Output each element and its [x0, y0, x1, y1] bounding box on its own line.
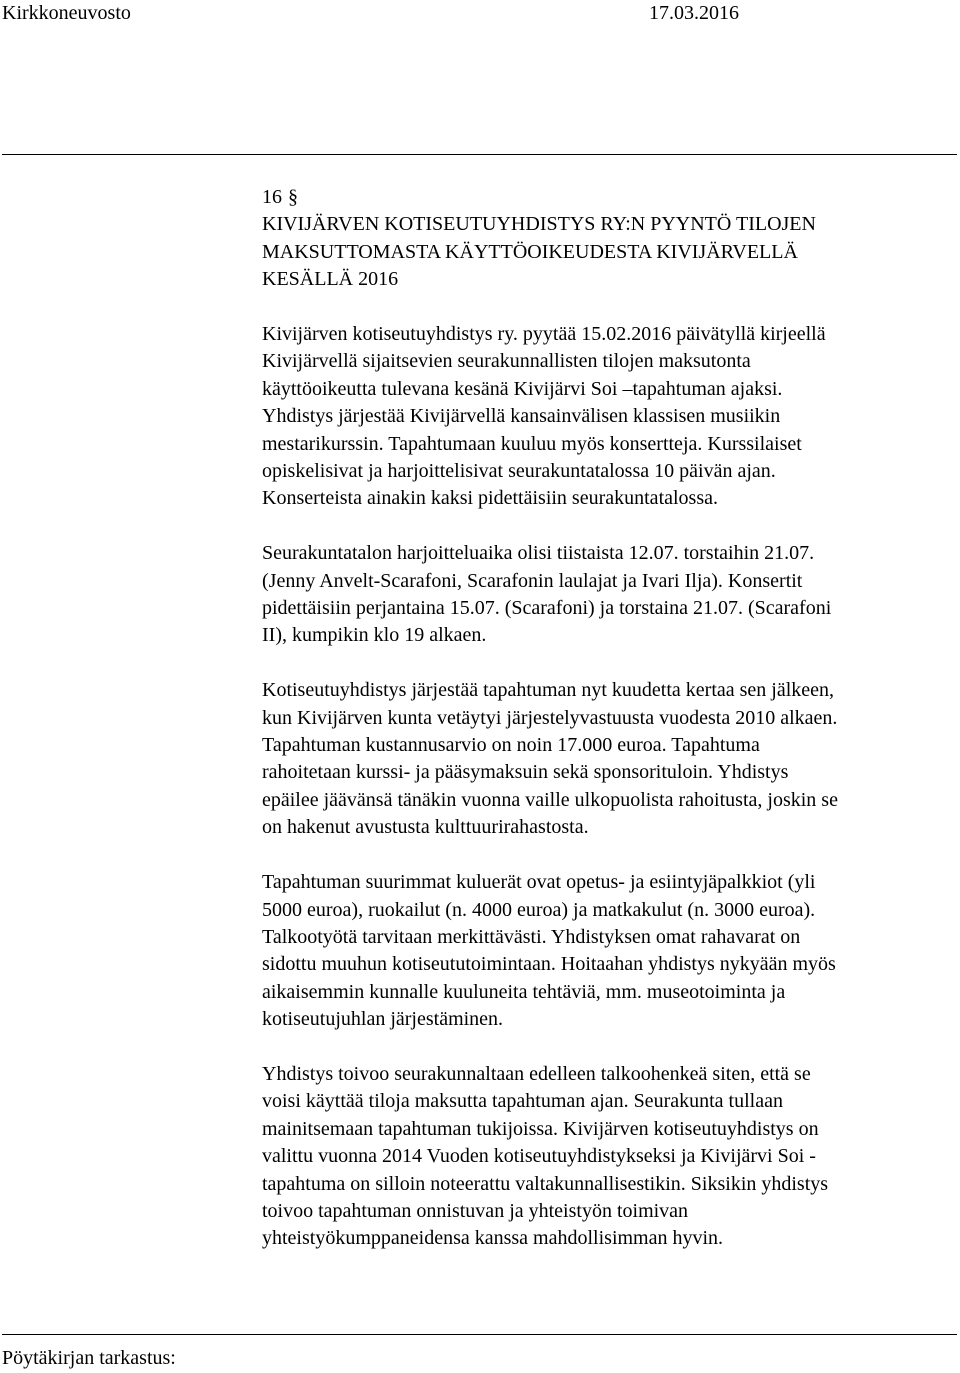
paragraph-costs	[262, 869, 952, 1033]
text-line: valittu vuonna 2014 Vuoden kotiseutuyhdistykseksi ja Kivijärvi Soi -	[262, 1145, 816, 1168]
paragraph-funding	[262, 677, 952, 841]
text-line: Tapahtuman suurimmat kuluerät ovat opetus- ja esiintyjäpalkkiot (yli	[262, 871, 816, 894]
text-line: Talkootyötä tarvitaan merkittävästi. Yhdistyksen omat rahavarat on	[262, 925, 801, 948]
text-line: 5000 euroa), ruokailut (n. 4000 euroa) ja matkakulut (n. 3000 euroa).	[262, 898, 816, 921]
text-line: epäilee jäävänsä tänäkin vuonna vaille ulkopuolista rahoitusta, joskin se	[262, 788, 838, 811]
text-line: kun Kivijärven kunta vetäytyi järjestelyvastuusta vuodesta 2010 alkaen.	[262, 706, 838, 729]
section-title-line: KIVIJÄRVEN KOTISEUTUYHDISTYS RY:N PYYNTÖ TILOJEN	[262, 213, 816, 236]
text-line: (Jenny Anvelt-Scarafoni, Scarafonin laulajat ja Ivari Ilja). Konsertit	[262, 569, 803, 592]
text-line: mainitsemaan tapahtuman tukijoissa. Kivijärven kotiseutuyhdistys on	[262, 1117, 819, 1140]
text-line: Konserteista ainakin kaksi pidettäisiin seurakuntatalossa.	[262, 487, 718, 510]
text-line: Tapahtuman kustannusarvio on noin 17.000 euroa. Tapahtuma	[262, 734, 760, 757]
section-mark: §	[288, 186, 298, 208]
page-header	[0, 0, 960, 30]
text-line: Seurakuntatalon harjoitteluaika olisi tiistaista 12.07. torstaihin 21.07.	[262, 542, 815, 565]
text-line: voisi käyttää tiloja maksutta tapahtuman ajan. Seurakunta tullaan	[262, 1090, 783, 1113]
section-number-row	[262, 184, 952, 211]
text-line: opiskelisivat ja harjoittelisivat seurakuntatalossa 10 päivän ajan.	[262, 460, 776, 483]
text-line: rahoitetaan kurssi- ja pääsymaksuin sekä sponsorituloin. Yhdistys	[262, 761, 789, 784]
document-body	[262, 184, 952, 1280]
section-number: 16	[262, 186, 282, 208]
header-organization: Kirkkoneuvosto	[2, 2, 131, 24]
text-line: Kotiseutuyhdistys järjestää tapahtuman nyt kuudetta kertaa sen jälkeen,	[262, 679, 835, 702]
text-line: tapahtuma on silloin noteerattu valtakunnallisestikin. Siksikin yhdistys	[262, 1172, 829, 1195]
paragraph-hope	[262, 1061, 952, 1253]
text-line: kotiseutujuhlan järjestäminen.	[262, 1008, 504, 1031]
section-title-line: KESÄLLÄ 2016	[262, 268, 399, 291]
text-line: aikaisemmin kunnalle kuuluneita tehtäviä, mm. museotoiminta ja	[262, 980, 786, 1003]
text-line: mestarikurssin. Tapahtumaan kuuluu myös konsertteja. Kurssilaiset	[262, 432, 802, 455]
text-line: Yhdistys järjestää Kivijärvellä kansainvälisen klassisen musiikin	[262, 405, 781, 428]
header-date: 17.03.2016	[649, 2, 739, 24]
section-title	[262, 211, 952, 293]
section-title-line: MAKSUTTOMASTA KÄYTTÖOIKEUDESTA KIVIJÄRVELLÄ	[262, 240, 798, 263]
text-line: II), kumpikin klo 19 alkaen.	[262, 624, 487, 647]
text-line: Yhdistys toivoo seurakunnaltaan edelleen talkoohenkeä siten, että se	[262, 1062, 811, 1085]
header-divider	[2, 154, 957, 155]
paragraph-request	[262, 321, 952, 513]
text-line: Kivijärven kotiseutuyhdistys ry. pyytää 15.02.2016 päivätyllä kirjeellä	[262, 323, 826, 346]
paragraph-schedule	[262, 540, 952, 650]
text-line: sidottu muuhun kotiseututoimintaan. Hoitaahan yhdistys nykyään myös	[262, 953, 836, 976]
footer-review-label: Pöytäkirjan tarkastus:	[2, 1347, 176, 1369]
text-line: pidettäisiin perjantaina 15.07. (Scarafoni) ja torstaina 21.07. (Scarafoni	[262, 597, 832, 620]
text-line: yhteistyökumppaneidensa kanssa mahdollisimman hyvin.	[262, 1227, 724, 1250]
text-line: toivoo tapahtuman onnistuvan ja yhteistyön toimivan	[262, 1199, 689, 1222]
footer-divider	[2, 1334, 957, 1335]
text-line: Kivijärvellä sijaitsevien seurakunnallisten tilojen maksutonta	[262, 350, 751, 373]
text-line: on hakenut avustusta kulttuurirahastosta.	[262, 816, 589, 839]
text-line: käyttöoikeutta tulevana kesänä Kivijärvi Soi –tapahtuman ajaksi.	[262, 377, 783, 400]
